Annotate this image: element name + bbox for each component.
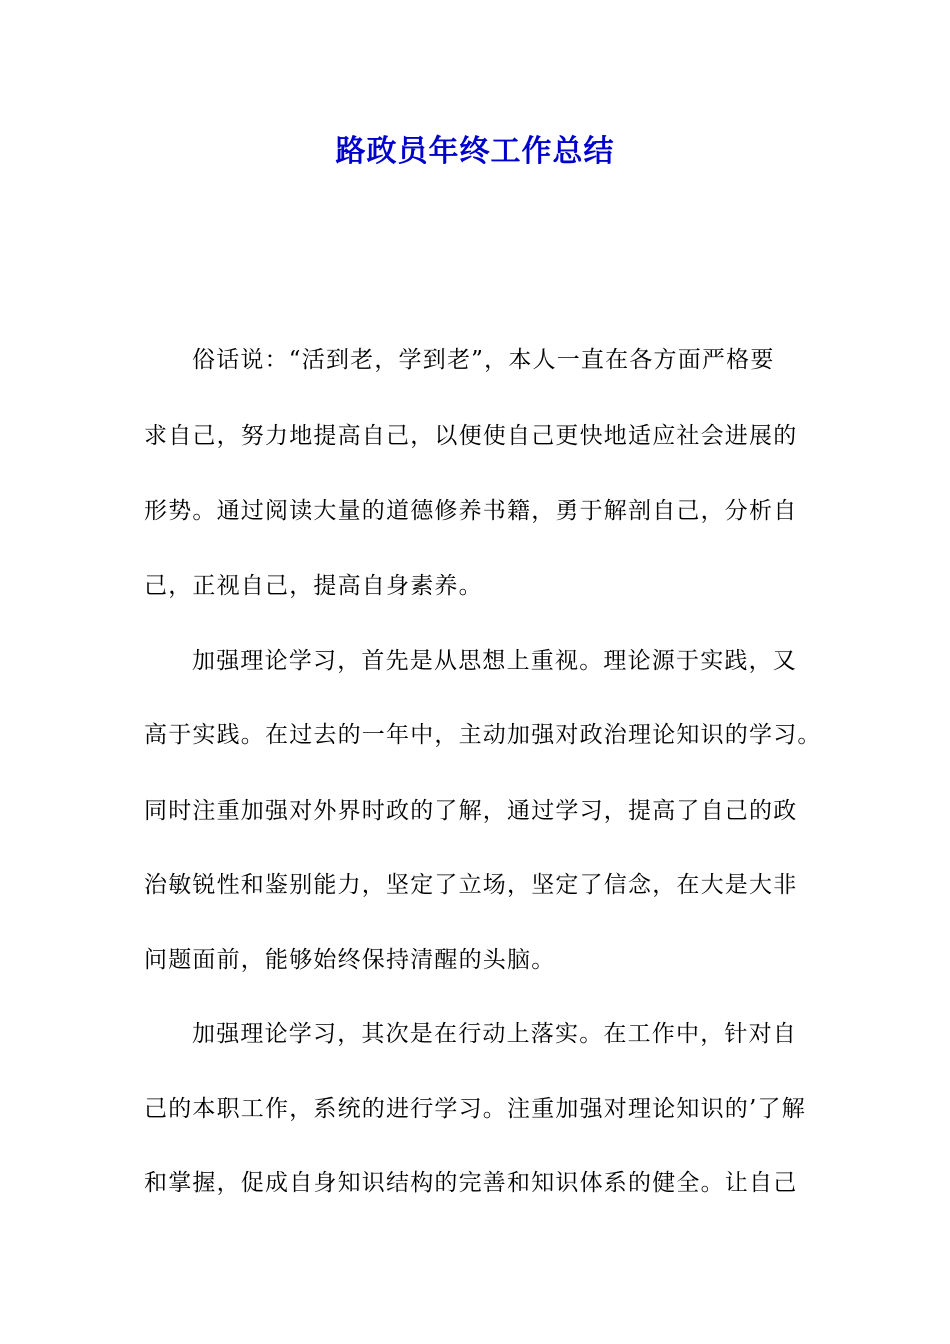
paragraph-3-line-3: 和掌握，促成自身知识结构的完善和知识体系的健全。让自己 (144, 1170, 798, 1196)
paragraph-1-line-3: 形势。通过阅读大量的道德修养书籍，勇于解剖自己，分析自 (144, 498, 798, 524)
paragraph-2-line-2: 高于实践。在过去的一年中，主动加强对政治理论知识的学习。 (144, 722, 822, 748)
paragraph-1-line-2: 求自己，努力地提高自己，以便使自己更快地适应社会进展的 (144, 423, 798, 449)
paragraph-2-line-5: 问题面前，能够始终保持清醒的头脑。 (144, 947, 556, 973)
paragraph-3-line-2: 己的本职工作，系统的进行学习。注重加强对理论知识的’了解 (144, 1096, 806, 1122)
document-title: 路政员年终工作总结 (335, 134, 615, 169)
paragraph-2-line-4: 治敏锐性和鉴别能力，坚定了立场，坚定了信念，在大是大非 (144, 872, 798, 898)
paragraph-3-line-1: 加强理论学习，其次是在行动上落实。在工作中，针对自 (192, 1021, 797, 1047)
paragraph-2-line-1: 加强理论学习，首先是从思想上重视。理论源于实践，又 (192, 648, 797, 674)
paragraph-1-line-4: 己，正视自己，提高自身素养。 (144, 573, 483, 599)
paragraph-2-line-3: 同时注重加强对外界时政的了解，通过学习，提高了自己的政 (144, 798, 798, 824)
paragraph-1-line-1: 俗话说：“活到老，学到老”，本人一直在各方面严格要 (192, 347, 775, 373)
